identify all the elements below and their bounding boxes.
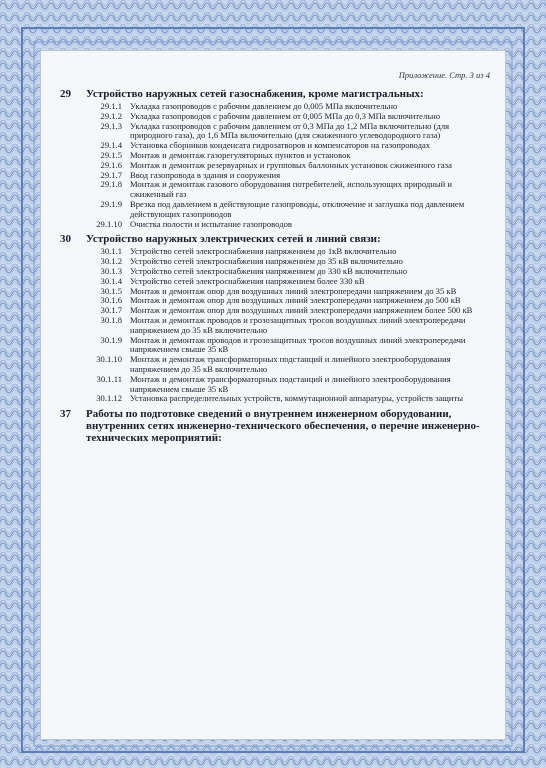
item-code: 30.1.6 (100, 295, 122, 306)
section-number: 29 (60, 88, 71, 100)
item-text: Монтаж и демонтаж трансформаторных подстанций и линейного электрооборудования напряжением до 35 кВ включительно (130, 354, 451, 374)
item-code: 30.1.11 (96, 373, 122, 384)
item-text: Монтаж и демонтаж газорегуляторных пунктов и установок (130, 149, 351, 160)
item-code: 30.1.7 (100, 305, 122, 316)
section-title: Устройство наружных сетей газоснабжения, кроме магистральных: (86, 88, 424, 100)
document-content (60, 88, 490, 450)
item-text: Врезка под давлением в действующие газопроводы, отключение и заглушка под давлением действующих газопроводов (130, 198, 465, 219)
section-title: Устройство наружных электрических сетей и линий связи: (86, 233, 381, 246)
list-item (60, 336, 490, 356)
item-code: 30.1.4 (100, 275, 122, 286)
item-text: Монтаж и демонтаж газового оборудования потребителей, использующих природный и сжиженный газ (130, 179, 453, 200)
list-item (60, 316, 490, 336)
list-item (60, 220, 490, 230)
item-code: 29.1.5 (100, 149, 122, 160)
item-text: Укладка газопроводов с рабочим давлением от 0,005 МПа до 0,3 МПа включительно (130, 110, 441, 121)
item-text: Установка сборников конденсата гидрозатворов и компенсаторов на газопроводах (130, 140, 431, 151)
section-heading (60, 233, 490, 245)
item-code: 30.1.1 (100, 246, 122, 257)
item-code: 29.1.7 (100, 169, 122, 180)
item-code: 29.1.4 (100, 140, 122, 151)
item-code: 29.1.3 (100, 120, 122, 131)
item-text: Монтаж и демонтаж проводов и грозозащитных тросов воздушных линий электропередачи напряжением свыше 35 кВ (130, 334, 466, 355)
item-text: Ввод газопровода в здания и сооружения (130, 169, 281, 180)
item-text: Монтаж и демонтаж проводов и грозозащитных тросов воздушных линий электропередачи напряжением до 35 кВ включительно (130, 314, 466, 335)
item-code: 30.1.2 (100, 256, 122, 267)
page-header: Приложение. Стр. 3 из 4 (398, 70, 490, 80)
section-number: 37 (60, 408, 71, 421)
item-code: 30.1.10 (96, 354, 122, 365)
item-code: 29.1.9 (100, 198, 122, 209)
section-number: 30 (60, 233, 71, 246)
item-text: Устройство сетей электроснабжения напряжением до 330 кВ включительно (130, 265, 408, 276)
list-item (60, 375, 490, 395)
list-item (60, 394, 490, 404)
item-text: Устройство сетей электроснабжения напряжением до 35 кВ включительно (130, 256, 403, 267)
item-text: Очистка полости и испытание газопроводов (130, 218, 292, 229)
section-heading (60, 408, 490, 444)
item-text: Монтаж и демонтаж опор для воздушных линий электропередачи напряжением до 500 кВ (130, 295, 461, 306)
item-code: 30.1.9 (100, 334, 122, 345)
item-code: 29.1.6 (100, 159, 122, 170)
item-text: Укладка газопроводов с рабочим давлением от 0,3 МПа до 1,2 МПа включительно (для природного газа), до 1,6 МПа включительно (для сжиженного углеводородного газа) (130, 120, 450, 141)
section-spacer (60, 446, 490, 450)
item-code: 29.1.2 (100, 110, 122, 121)
list-item (60, 355, 490, 375)
item-code: 30.1.5 (100, 285, 122, 296)
item-text: Монтаж и демонтаж опор для воздушных линий электропередачи напряжением до 35 кВ (130, 285, 457, 296)
list-item (60, 200, 490, 220)
list-item (60, 180, 490, 200)
item-text: Монтаж и демонтаж резервуарных и групповых баллонных установок сжиженного газа (130, 159, 452, 170)
item-code: 29.1.1 (100, 101, 122, 111)
section-title: Работы по подготовке сведений о внутреннем инженерном оборудовании, внутренних сетях инженерно-технического обеспечения, о перечне инженерно-технических мероприятий: (86, 408, 480, 445)
item-code: 30.1.8 (100, 314, 122, 325)
item-code: 29.1.10 (96, 218, 122, 229)
item-text: Устройство сетей электроснабжения напряжением до 1кВ включительно (130, 246, 397, 257)
item-text: Монтаж и демонтаж опор для воздушных линий электропередачи напряжением более 500 кВ (130, 305, 473, 316)
item-code: 30.1.3 (100, 265, 122, 276)
item-text: Устройство сетей электроснабжения напряжением более 330 кВ (130, 275, 365, 286)
section-heading (60, 88, 490, 100)
list-item (60, 122, 490, 142)
item-code: 30.1.12 (96, 393, 122, 404)
item-code: 29.1.8 (100, 179, 122, 190)
item-text: Установка распределительных устройств, коммутационной аппаратуры, устройств защиты (130, 393, 464, 404)
item-text: Укладка газопроводов с рабочим давлением до 0,005 МПа включительно (130, 101, 398, 111)
item-text: Монтаж и демонтаж трансформаторных подстанций и линейного электрооборудования напряжением свыше 35 кВ (130, 373, 451, 394)
